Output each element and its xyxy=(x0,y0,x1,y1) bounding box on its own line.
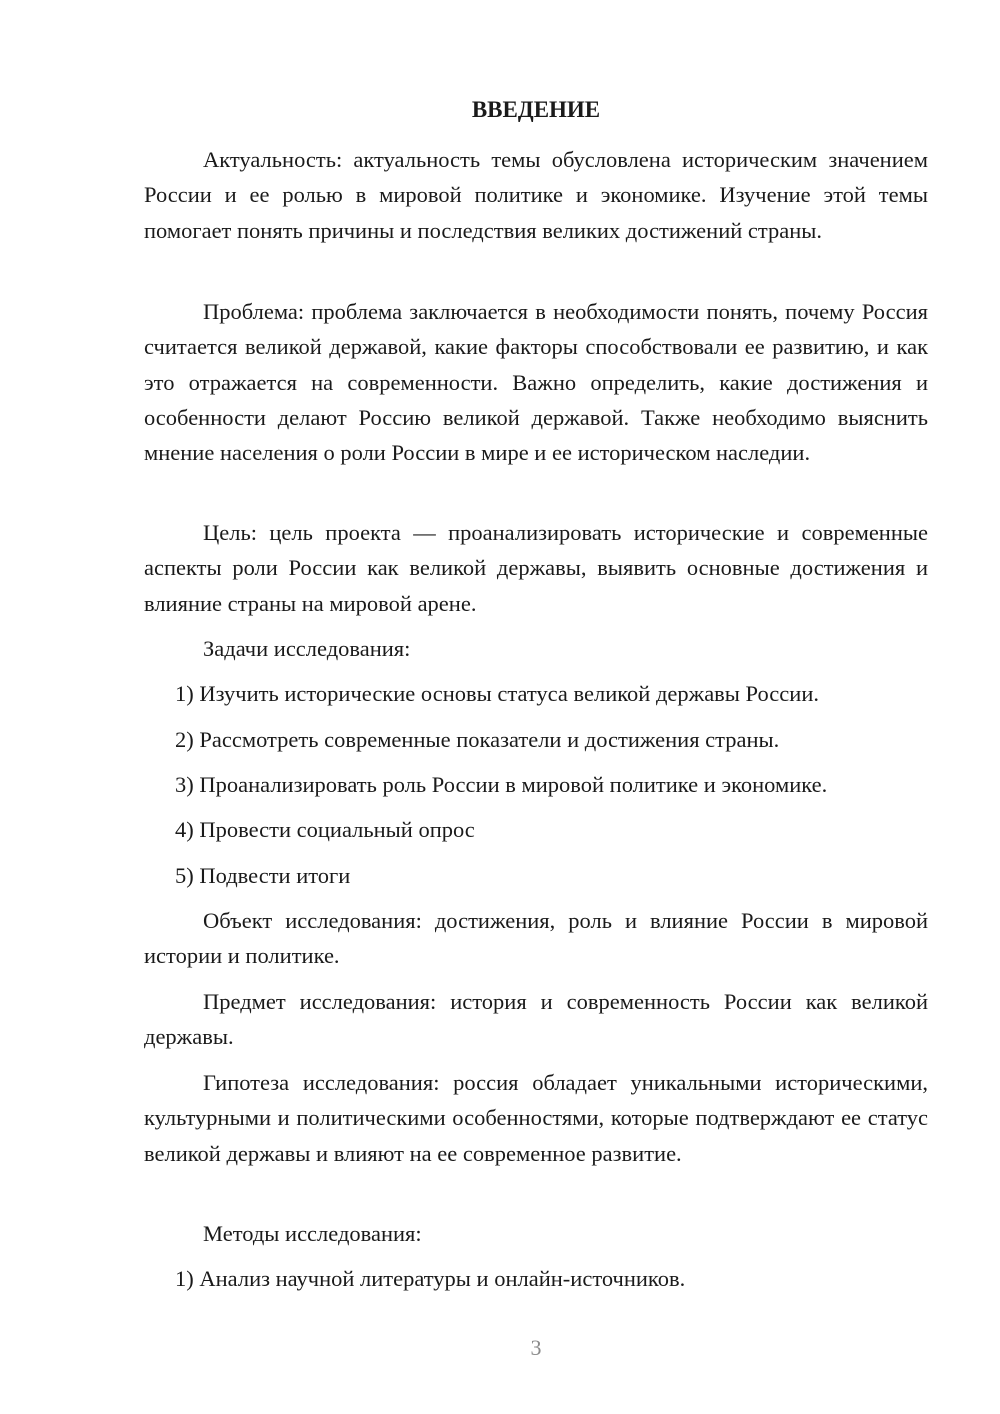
page-number: 3 xyxy=(530,1335,542,1360)
document-page xyxy=(144,0,928,1414)
method-item: 1) Анализ научной литературы и онлайн-источников. xyxy=(175,1266,686,1291)
object-paragraph: Объект исследования: достижения, роль и влияние России в мировой истории и политике. xyxy=(144,908,928,969)
hypothesis-paragraph: Гипотеза исследования: россия обладает уникальными историческими, культурными и политическими особенностями, которые подтверждают ее статус великой державы и влияют на ее современное развитие. xyxy=(144,1070,928,1166)
relevance-paragraph: Актуальность: актуальность темы обусловлена историческим значением России и ее ролью в мировой политике и экономике. Изучение этой темы помогает понять причины и последствия великих достижений страны. xyxy=(144,147,928,243)
task-item: 4) Провести социальный опрос xyxy=(175,817,475,842)
task-item: 2) Рассмотреть современные показатели и достижения страны. xyxy=(175,727,780,752)
goal-paragraph: Цель: цель проекта — проанализировать исторические и современные аспекты роли России как великой державы, выявить основные достижения и влияние страны на мировой арене. xyxy=(144,520,928,616)
section-title: ВВЕДЕНИЕ xyxy=(471,97,601,122)
task-item: 5) Подвести итоги xyxy=(175,863,351,888)
task-item: 1) Изучить исторические основы статуса великой державы России. xyxy=(175,681,819,706)
task-item: 3) Проанализировать роль России в мировой политике и экономике. xyxy=(175,772,828,797)
problem-paragraph: Проблема: проблема заключается в необходимости понять, почему Россия считается великой державой, какие факторы способствовали ее развитию, и как это отражается на современности. Важно определить, какие достижения и особенности делают Россию великой державой. Также необходимо выяснить мнение населения о роли России в мире и ее историческом наследии. xyxy=(144,299,928,466)
subject-paragraph: Предмет исследования: история и современность России как великой державы. xyxy=(144,989,928,1050)
methods-heading: Методы исследования: xyxy=(203,1221,422,1246)
tasks-heading: Задачи исследования: xyxy=(203,636,411,661)
